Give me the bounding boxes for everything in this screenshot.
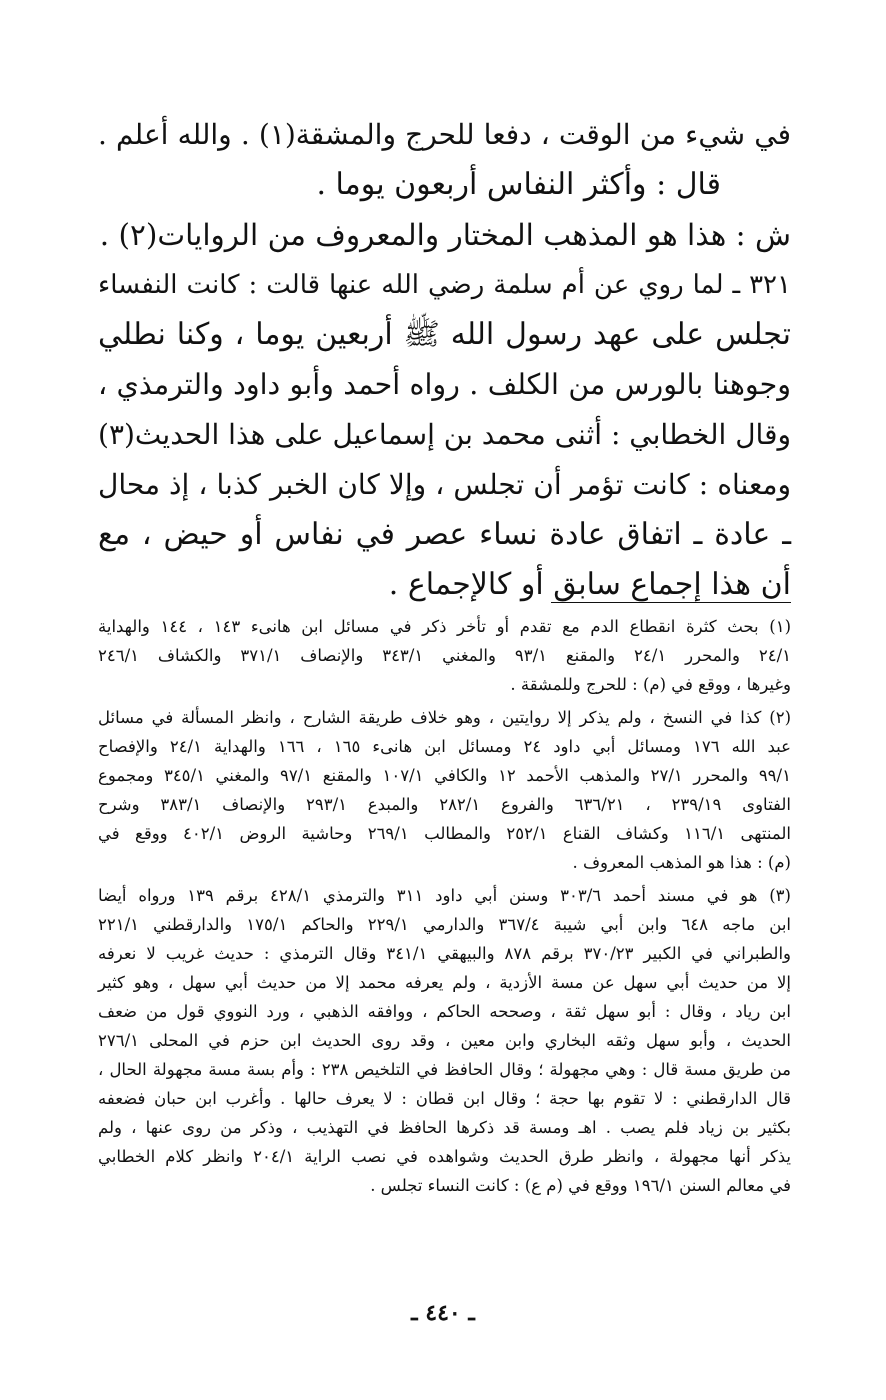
main-line: ٣٢١ ـ لما روي عن أم سلمة رضي الله عنها قالت : كانت النفساء <box>98 270 791 300</box>
footnote-line: من طريق مسة قال : وهي مجهولة ؛ وقال الحافظ في التلخيص ٢٣٨ : وأم بسة مسة مجهولة الحال ، <box>98 1060 791 1079</box>
main-line: أن هذا إجماع سابق أو كالإجماع . <box>388 567 791 602</box>
footnote-3 <box>98 881 791 1200</box>
footnote-line: والطبراني في الكبير ٣٧٠/٢٣ برقم ٨٧٨ والبيهقي ٣٤١/١ وقال الترمذي : حديث غريب لا نعرفه <box>98 944 792 963</box>
footnote-line: (م) : هذا هو المذهب المعروف . <box>572 853 791 872</box>
footnote-line: ابن ماجه ٦٤٨ وابن أبي شيبة ٣٦٧/٤ والدارمي ٢٢٩/١ والحاكم ١٧٥/١ والدارقطني ٢٢١/١ <box>98 915 792 934</box>
main-text-block <box>98 110 791 610</box>
footnote-line: عبد الله ١٧٦ ومسائل أبي داود ٢٤ ومسائل ابن هانىء ١٦٥ ، ١٦٦ والهداية ٢٤/١ والإفصاح <box>98 737 791 756</box>
footnote-line: في معالم السنن ١٩٦/١ ووقع في (م ع) : كانت النساء تجلس . <box>370 1176 791 1195</box>
footnote-line: الفتاوى ٢٣٩/١٩ ، ٦٣٦/٢١ والفروع ٢٨٢/١ والمبدع ٢٩٣/١ والإنصاف ٣٨٣/١ وشرح <box>98 795 792 814</box>
main-line: ومعناه : كانت تؤمر أن تجلس ، وإلا كان الخبر كذبا ، إذ محال <box>98 468 791 501</box>
footnote-line: (١) بحث كثرة انقطاع الدم مع تقدم أو تأخر ذكر في مسائل ابن هانىء ١٤٣ ، ١٤٤ والهداية <box>98 617 791 636</box>
footnote-line: ابن رياد ، وقال : أبو سهل ثقة ، وصححه الحاكم ، ووافقه الذهبي ، ورد النووي قول من ضعف <box>98 1002 791 1021</box>
footnote-line: إلا من حديث أبي سهل عن مسة الأزدية ، ولم يعرفه محمد إلا من حديث أبي سهل ، وهو كثير <box>98 973 791 992</box>
footnote-line: وغيرها ، ووقع في (م) : للحرج وللمشقة . <box>510 675 791 694</box>
main-line: وقال الخطابي : أثنى محمد بن إسماعيل على هذا الحديث(٣) <box>98 418 791 451</box>
footnote-line: (٣) هو في مسند أحمد ٣٠٣/٦ وسنن أبي داود ٣١١ والترمذي ٤٢٨/١ برقم ١٣٩ ورواه أيضا <box>98 886 791 905</box>
footnote-separator <box>551 602 791 603</box>
main-line: قال : وأكثر النفاس أربعون يوما . <box>316 167 721 202</box>
footnote-line: قال الدارقطني : لا تقوم بها حجة ؛ وقال ابن قطان : لا يعرف حالها . وأغرب ابن حبان فضعفه <box>98 1089 791 1108</box>
footnote-1 <box>98 612 791 699</box>
footnote-line: الحديث ، وأبو سهل وثقه البخاري وابن معين ، وقد روى الحديث ابن حزم في المحلى ٢٧٦/١ <box>98 1031 791 1050</box>
main-line: ـ عادة ـ اتفاق عادة نساء عصر في نفاس أو حيض ، مع <box>98 517 791 552</box>
footnote-line: بكثير بن زياد فلم يصب . اهـ ومسة قد ذكرها الحافظ في التهذيب ، وذكر من روى عنها ، ولم <box>98 1118 791 1137</box>
main-line: وجوهنا بالورس من الكلف . رواه أحمد وأبو داود والترمذي ، <box>98 368 791 401</box>
footnote-line: يذكر أنها مجهولة ، وانظر طرق الحديث وشواهده في نصب الراية ٢٠٤/١ وانظر كلام الخطابي <box>98 1147 791 1166</box>
footnotes-block <box>98 612 791 1200</box>
footnote-line: المنتهى ١١٦/١ وكشاف القناع ٢٥٢/١ والمطالب ٢٦٩/١ وحاشية الروض ٤٠٢/١ ووقع في <box>98 824 791 843</box>
page-number: ـ ٤٤٠ ـ <box>411 1300 475 1326</box>
footnote-line: (٢) كذا في النسخ ، ولم يذكر إلا روايتين ، وهو خلاف طريقة الشارح ، وانظر المسألة في مسائل <box>98 708 791 727</box>
footnote-2 <box>98 703 791 877</box>
footnote-line: ٢٤/١ والمحرر ٢٤/١ والمقنع ٩٣/١ والمغني ٣٤٣/١ والإنصاف ٣٧١/١ والكشاف ٢٤٦/١ <box>98 646 791 665</box>
main-line: تجلس على عهد رسول الله ﷺ أربعين يوما ، وكنا نطلي <box>98 317 791 352</box>
footnote-line: ٩٩/١ والمحرر ٢٧/١ والمذهب الأحمد ١٢ والكافي ١٠٧/١ والمقنع ٩٧/١ والمغني ٣٤٥/١ ومجموع <box>98 766 791 785</box>
main-line: ش : هذا هو المذهب المختار والمعروف من الروايات(٢) . <box>99 218 791 252</box>
main-line: في شيء من الوقت ، دفعا للحرج والمشقة(١) . والله أعلم . <box>98 118 791 151</box>
